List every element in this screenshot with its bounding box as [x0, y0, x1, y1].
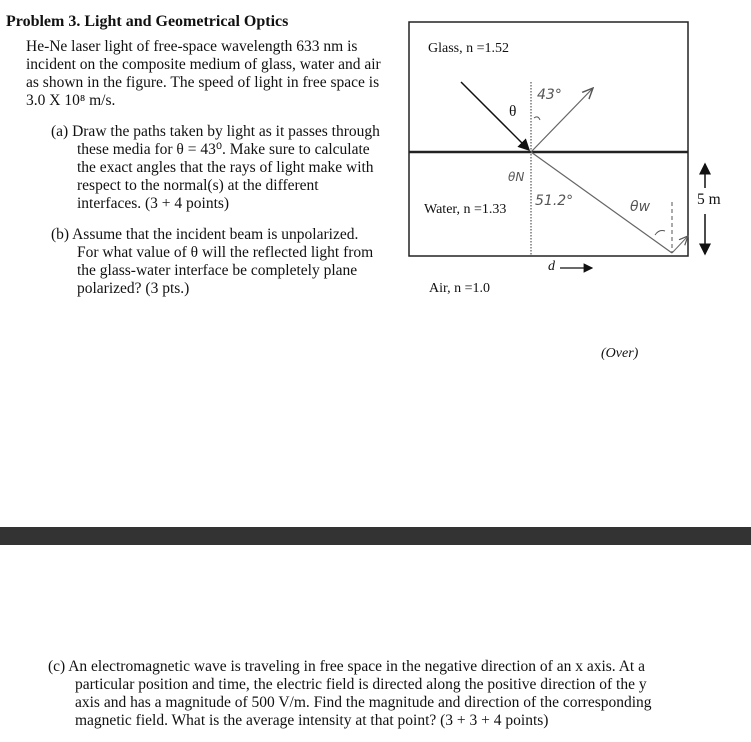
- part-c-line: magnetic field. What is the average intensity at that point? (3 + 3 + 4 points): [75, 712, 549, 729]
- part-c-line: particular position and time, the electric field is directed along the positive direction of the y: [75, 676, 647, 693]
- page-divider-bar: [0, 527, 751, 545]
- angle-arc: [655, 231, 665, 236]
- part-a-line: the exact angles that the rays of light make with: [77, 159, 374, 176]
- intro-line: as shown in the figure. The speed of light in free space is: [26, 74, 380, 91]
- part-b-line: polarized? (3 pts.): [77, 280, 190, 297]
- part-b-line: For what value of θ will the reflected light from: [77, 244, 374, 261]
- handwritten-refract-angle: 51.2°: [535, 193, 574, 209]
- angle-arc: [534, 117, 540, 120]
- handwritten-reflect-angle: 43°: [537, 87, 562, 103]
- part-a-line: interfaces. (3 + 4 points): [77, 195, 230, 212]
- water-label: Water, n =1.33: [424, 202, 507, 217]
- part-b-line: the glass-water interface be completely plane: [77, 262, 358, 279]
- intro-line: 3.0 X 10⁸ m/s.: [26, 92, 116, 109]
- intro-line: He-Ne laser light of free-space wavelength 633 nm is: [26, 38, 358, 55]
- handwritten-theta-n: θN: [508, 170, 525, 184]
- air-label: Air, n =1.0: [429, 281, 490, 296]
- part-a-line: respect to the normal(s) at the different: [77, 177, 319, 194]
- incident-ray: [461, 82, 529, 150]
- handwritten-theta-w: θw: [630, 199, 651, 215]
- height-label: 5 m: [697, 191, 721, 208]
- intro-line: incident on the composite medium of glass, water and air: [26, 56, 381, 73]
- over-note: (Over): [601, 346, 639, 361]
- part-a-line: (a) Draw the paths taken by light as it passes through: [51, 123, 380, 140]
- part-b-line: (b) Assume that the incident beam is unpolarized.: [51, 226, 359, 243]
- problem-title: Problem 3. Light and Geometrical Optics: [6, 13, 289, 30]
- d-label: d: [548, 259, 555, 274]
- part-c-line: axis and has a magnitude of 500 V/m. Find the magnitude and direction of the corresponding: [75, 694, 652, 711]
- theta-label: θ: [509, 103, 517, 120]
- hand-arrow: [672, 236, 688, 253]
- part-a-line: these media for θ = 43⁰. Make sure to calculate: [77, 141, 370, 158]
- part-c-line: (c) An electromagnetic wave is traveling in free space in the negative direction of an x axis. At a: [48, 658, 645, 675]
- glass-label: Glass, n =1.52: [428, 41, 510, 56]
